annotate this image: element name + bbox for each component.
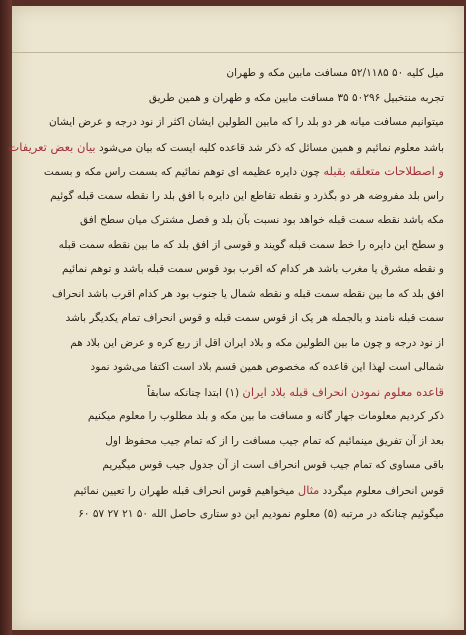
manuscript-line <box>42 61 444 86</box>
manuscript-line <box>42 331 444 356</box>
manuscript-line <box>42 282 444 307</box>
manuscript-line <box>42 502 444 527</box>
line-text: شمالی است لهذا این قاعده که مخصوص همین قسم بلاد است اکتفا می‌شود نمود <box>90 361 444 373</box>
manuscript-line <box>42 208 444 233</box>
line-text: تجربه منتخبیل ۵۰۲۹۶ ۳۵ مسافت مابین مکه و طهران و همین طریق <box>148 91 444 104</box>
manuscript-line <box>42 184 444 209</box>
line-text: باقی مساوی که تمام جیب قوس انحراف است از آن جدول جیب قوس میگیریم <box>102 459 444 471</box>
line-text: و نقطه مشرق یا مغرب باشد هر کدام که اقرب بود قوس سمت قبله باشد و توهم نمائیم <box>61 263 444 275</box>
manuscript-line <box>42 429 444 454</box>
manuscript-line <box>42 86 444 111</box>
line-text: مکه باشد نقطه سمت قبله خواهد بود نسبت بآن بلد و فصل مشترک میان سطح افق <box>80 214 444 226</box>
manuscript-line <box>42 257 444 282</box>
manuscript-line <box>42 478 444 503</box>
line-text: از نود درجه و چون ما بین الطولین مکه و بلاد ایران اقل از ربع کره و عرض این بلاد هم <box>70 336 444 349</box>
book-cover-edge <box>0 0 12 635</box>
page-rule <box>12 52 464 53</box>
line-text: میل کلیه ۵۰ ۵۲/۱۱۸۵ مسافت مابین مکه و طهران <box>226 67 444 79</box>
manuscript-line <box>42 404 444 429</box>
manuscript-line <box>42 159 444 184</box>
line-text: (۱) ابتدا چنانکه سابقاً <box>147 386 243 399</box>
manuscript-line <box>42 380 444 405</box>
line-text: بعد از آن تفریق مینمائیم که تمام جیب مسافت را از که تمام جیب محفوظ اول <box>105 434 444 447</box>
manuscript-line <box>8 135 444 160</box>
line-text: سمت قبله نامند و بالجمله هر یک از قوس سمت قبله و قوس انحراف تمام یکدیگر باشد <box>65 312 444 324</box>
manuscript-line <box>42 355 444 380</box>
line-text: باشد معلوم نمائیم و همین مسائل که ذکر شد قاعده کلیه ایست که بیان می‌شود <box>95 141 444 154</box>
line-text: میگوئیم چنانکه در مرتبه (۵) معلوم نمودیم این دو ستاری حاصل الله ۵۰ ۲۱ ۲۷ ۵۷ ۶۰ <box>78 508 444 520</box>
rubric-heading: و اصطلاحات متعلقه بقبله <box>323 164 444 178</box>
line-text: و سطح این دایره را خط سمت قبله گویند و قوسی از افق بلد که ما بین نقطه سمت قبله <box>58 238 444 251</box>
rubric-heading: بیان بعض تعریفات <box>8 139 96 154</box>
line-text: ذکر کردیم معلومات جهار گانه و مسافت ما بین مکه و بلد مطلوب را معلوم میکنیم <box>87 410 444 422</box>
line-text: قوس انحراف معلوم میگردد <box>319 484 444 497</box>
manuscript-line <box>42 306 444 331</box>
rubric-heading: قاعده معلوم نمودن انحراف قبله بلاد ایران <box>242 384 444 399</box>
manuscript-line <box>42 453 444 478</box>
line-text: میتوانیم مسافت میانه هر دو بلد را که مابین الطولین ایشان اکثر از نود درجه و عرض ایشان <box>48 116 444 128</box>
line-text: افق بلد که ما بین نقطه سمت قبله و نقطه شمال یا جنوب بود هر کدام اقرب باشد انحراف <box>51 287 444 300</box>
rubric-heading: مثال <box>297 482 320 497</box>
manuscript-line <box>42 110 444 135</box>
manuscript-line <box>42 233 444 258</box>
line-text: میخواهیم قوس انحراف قبله طهران را تعیین نمائیم <box>73 484 298 497</box>
manuscript-text <box>8 61 444 527</box>
manuscript-page <box>8 6 464 630</box>
line-text: راس بلد مفروضه هر دو بگذرد و نقطه تقاطع این دایره با افق بلد را نقطه سمت قبله گوئیم <box>50 189 444 202</box>
line-text: چون دایره عظیمه ای توهم نمائیم که بسمت راس مکه و بسمت <box>43 166 324 178</box>
